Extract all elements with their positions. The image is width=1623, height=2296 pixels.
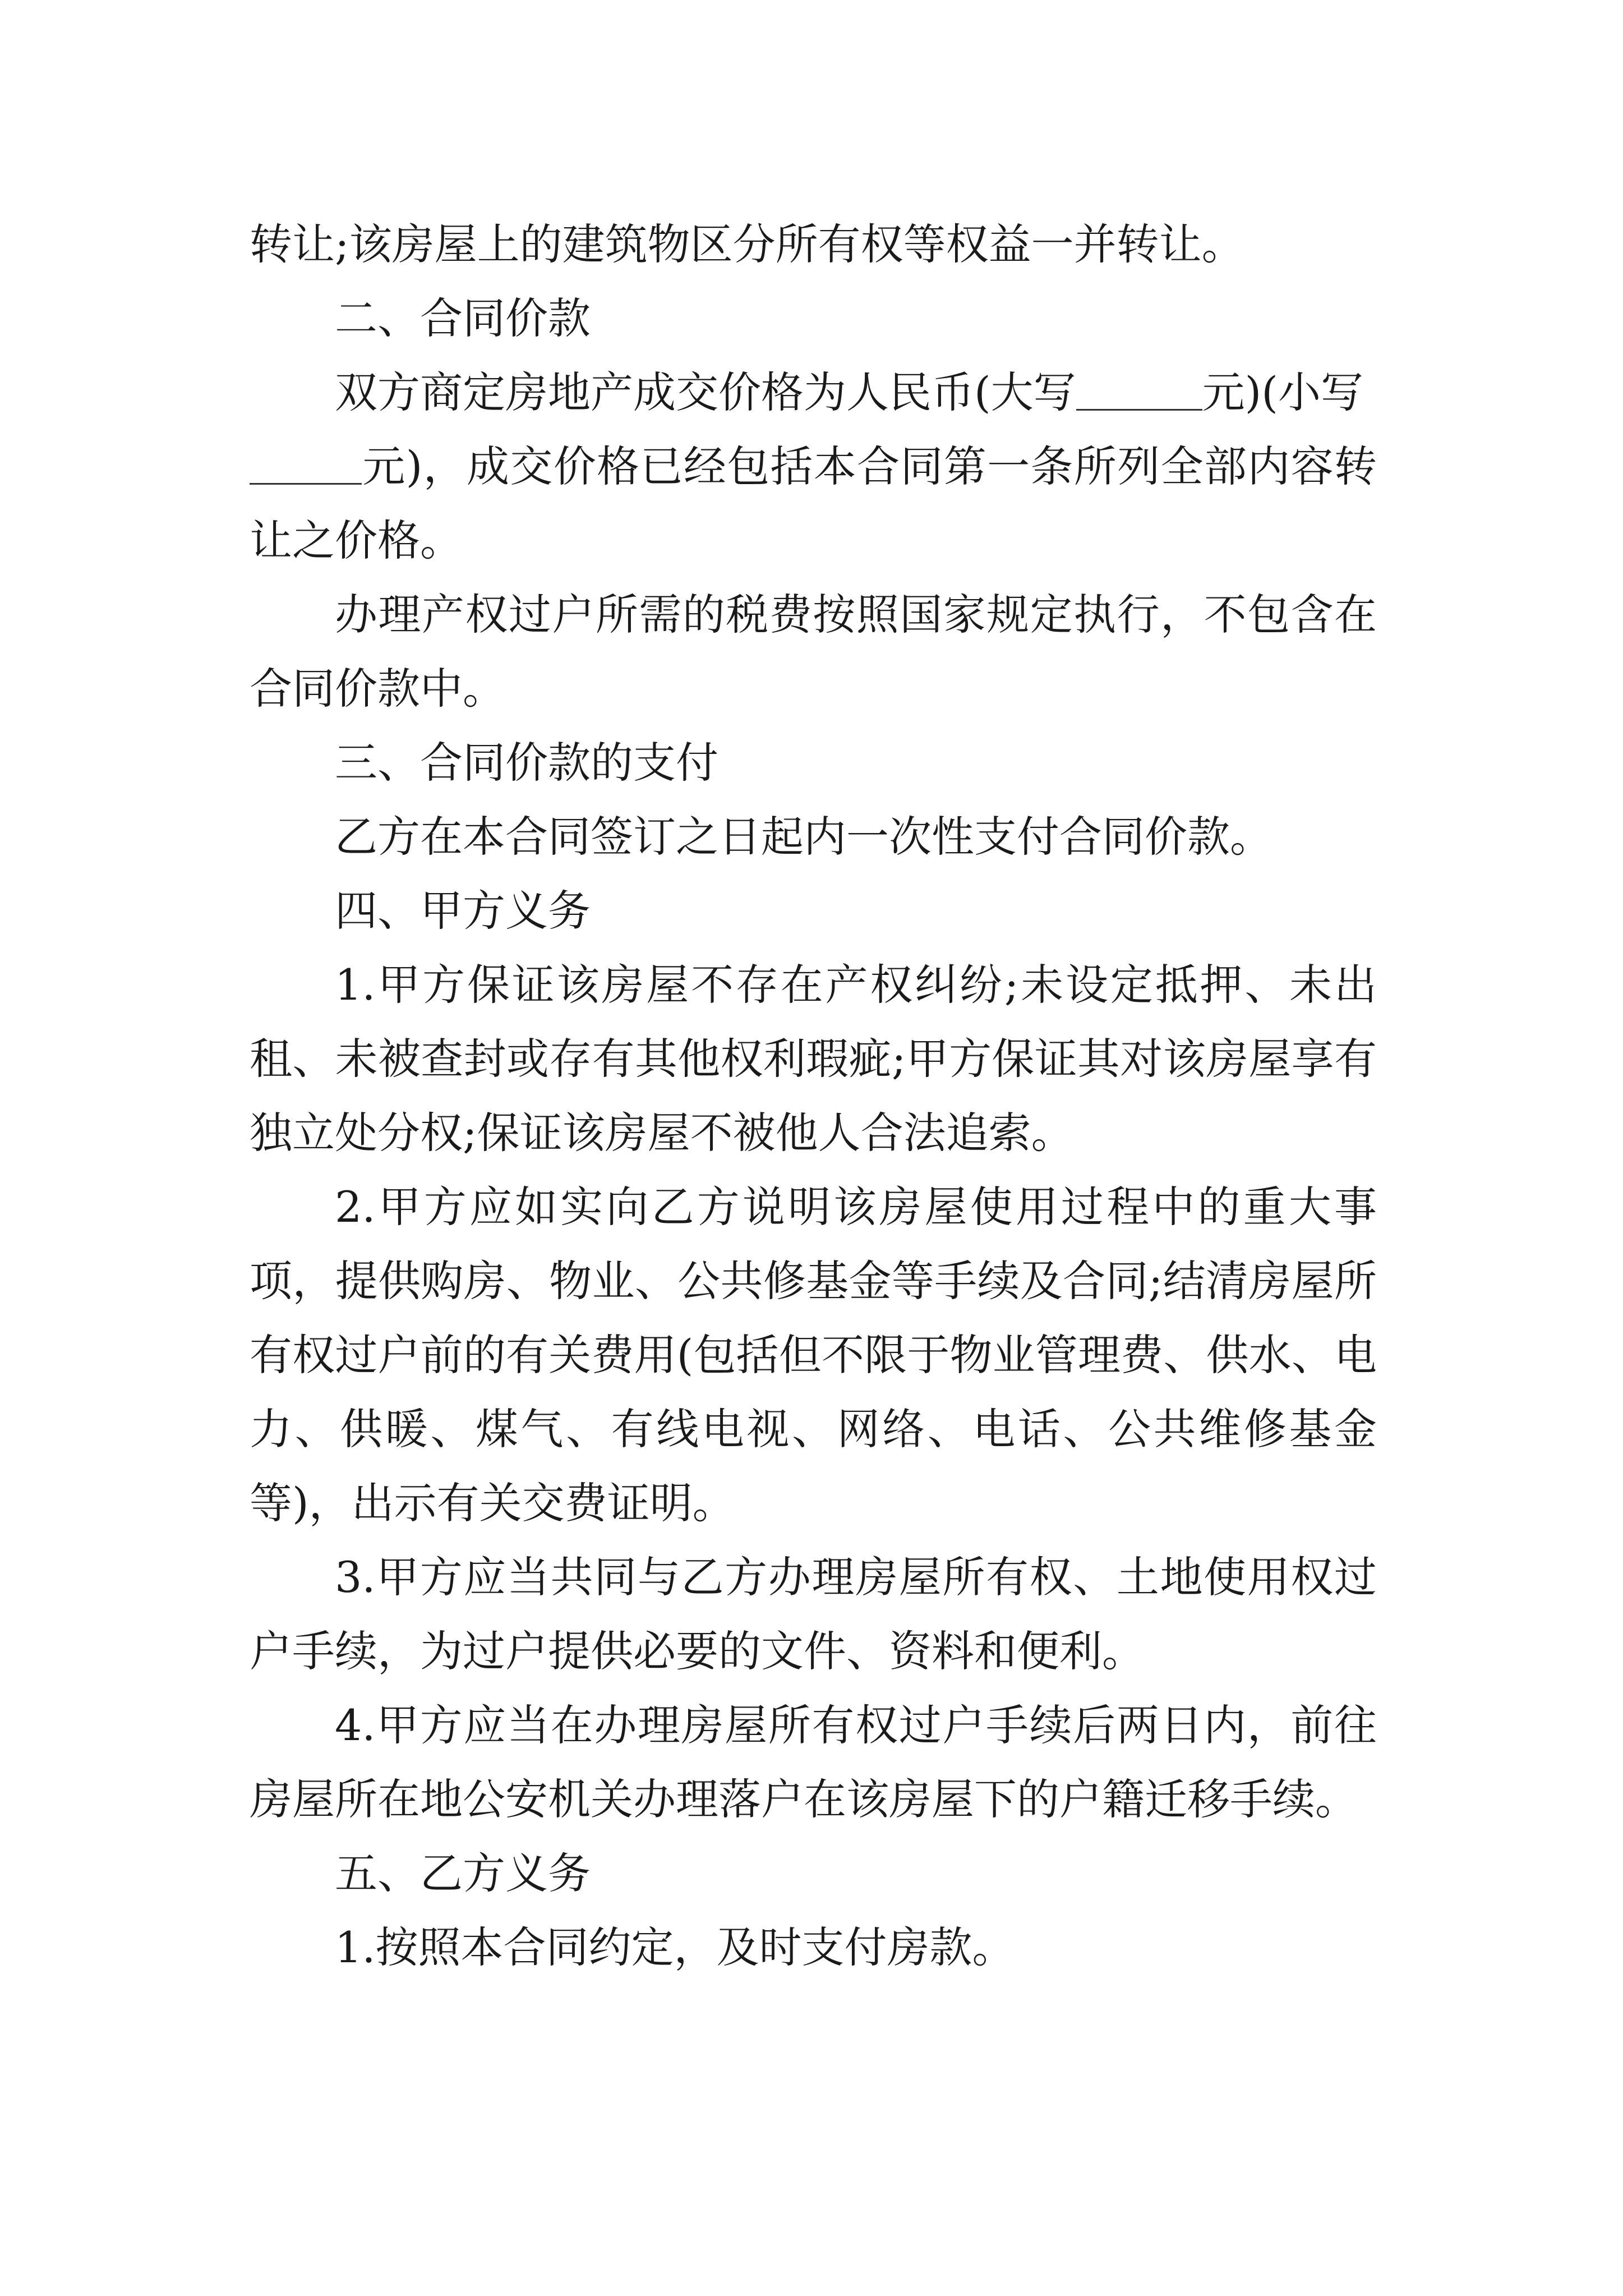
paragraph-transfer-rights: 转让;该房屋上的建筑物区分所有权等权益一并转让。 (250, 219, 1244, 269)
price-text-part1: 双方商定房地产成交价格为人民币(大写 (335, 367, 1076, 417)
paragraph-obligation-a4: 4.甲方应当在办理房屋所有权过户手续后两日内，前往房屋所在地公安机关办理落户在该房屋下的户籍迁移手续。 (250, 1700, 1377, 1824)
heading-payment: 三、合同价款的支付 (335, 738, 718, 788)
price-text-part2: 元)(小写 (1202, 367, 1363, 417)
paragraph-obligation-a1: 1.甲方保证该房屋不存在产权纠纷;未设定抵押、未出租、未被查封或存有其他权利瑕疵;甲方保证其对该房屋享有独立处分权;保证该房屋不被他人合法追索。 (250, 960, 1377, 1158)
paragraph-taxes: 办理产权过户所需的税费按照国家规定执行，不包含在合同价款中。 (250, 590, 1377, 714)
blank-amount-uppercase (1076, 370, 1202, 411)
blank-amount-numeric (250, 444, 362, 485)
paragraph-price-terms (250, 356, 1377, 578)
price-text-part3: 元)，成交价格已经包括本合同第一条所列全部内容转让之价格。 (250, 441, 1377, 565)
paragraph-obligation-a3: 3.甲方应当共同与乙方办理房屋所有权、土地使用权过户手续，为过户提供必要的文件、资料和便利。 (250, 1552, 1377, 1676)
paragraph-obligation-a2: 2.甲方应如实向乙方说明该房屋使用过程中的重大事项，提供购房、物业、公共修基金等手续及合同;结清房屋所有权过户前的有关费用(包括但不限于物业管理费、供水、电力、供暖、煤气、有线电视、网络、电话、公共维修基金等)，出示有关交费证明。 (250, 1182, 1377, 1528)
paragraph-obligation-b1: 1.按照本合同约定，及时支付房款。 (335, 1922, 1015, 1972)
paragraph-payment-terms: 乙方在本合同签订之日起内一次性支付合同价款。 (335, 812, 1272, 862)
heading-party-b-obligations: 五、乙方义务 (335, 1848, 591, 1898)
heading-party-a-obligations: 四、甲方义务 (335, 886, 591, 936)
heading-contract-price: 二、合同价款 (335, 293, 591, 343)
document-page (250, 208, 1377, 1985)
